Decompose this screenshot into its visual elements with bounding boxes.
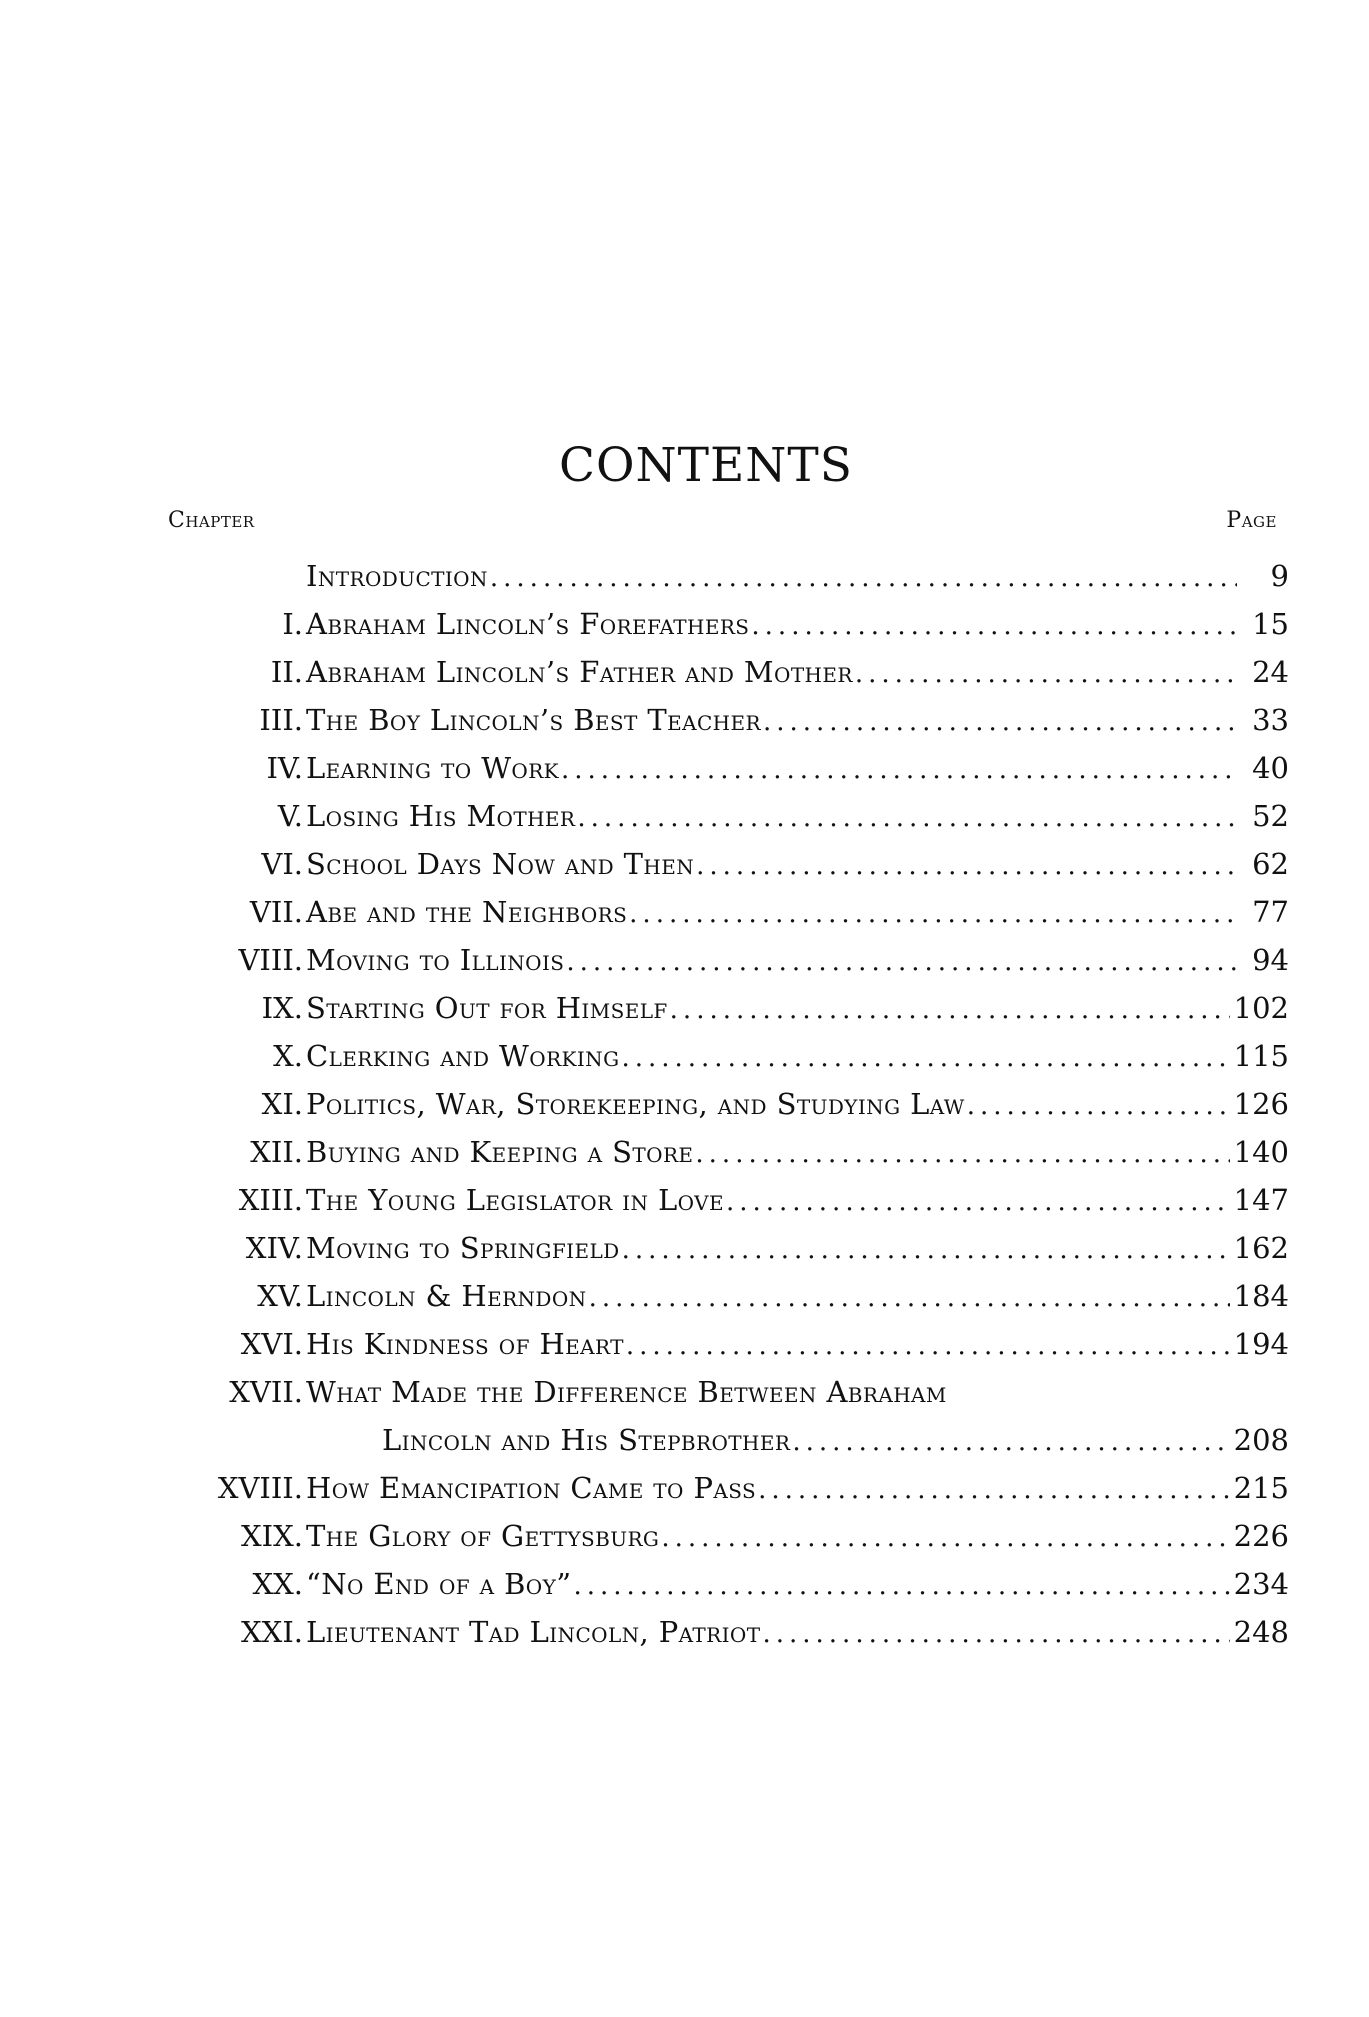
chapter-title: Moving to Springfield (306, 1231, 620, 1265)
page-number: 215 (1233, 1471, 1289, 1505)
chapter-numeral: XIV. (245, 1231, 303, 1265)
toc-entry (0, 648, 1369, 696)
chapter-numeral: XIII. (238, 1183, 303, 1217)
dot-leader (695, 1134, 1229, 1174)
dot-leader (855, 654, 1237, 694)
chapter-title: Lieutenant Tad Lincoln, Patriot (306, 1615, 761, 1649)
dot-leader (577, 798, 1237, 838)
chapter-title: Learning to Work (306, 751, 560, 785)
dot-leader (670, 990, 1230, 1030)
dot-leader (763, 702, 1237, 742)
dot-leader (792, 1422, 1229, 1462)
page-number: 194 (1233, 1327, 1289, 1361)
page-number: 162 (1233, 1231, 1289, 1265)
chapter-numeral: XVII. (229, 1375, 303, 1409)
toc-entry (0, 1608, 1369, 1656)
chapter-numeral: XXI. (241, 1615, 303, 1649)
page-column-header: Page (1226, 508, 1277, 533)
chapter-title: Moving to Illinois (306, 943, 565, 977)
page-number: 52 (1252, 799, 1289, 833)
dot-leader (573, 1566, 1229, 1606)
chapter-title: “No End of a Boy” (306, 1567, 572, 1601)
chapter-column-header: Chapter (168, 508, 255, 533)
page-number: 40 (1252, 751, 1289, 785)
page-number: 15 (1252, 607, 1289, 641)
page-number: 94 (1252, 943, 1289, 977)
page-number: 77 (1252, 895, 1289, 929)
page-number: 126 (1233, 1087, 1289, 1121)
toc-entry (0, 888, 1369, 936)
chapter-title: Abe and the Neighbors (306, 895, 628, 929)
table-of-contents (0, 552, 1369, 1656)
toc-entry (0, 1560, 1369, 1608)
toc-entry (0, 792, 1369, 840)
dot-leader (490, 558, 1237, 598)
dot-leader (751, 606, 1237, 646)
page-number: 147 (1233, 1183, 1289, 1217)
toc-entry (0, 1368, 1369, 1416)
chapter-title: The Boy Lincoln’s Best Teacher (306, 703, 761, 737)
toc-entry (0, 696, 1369, 744)
chapter-numeral: VI. (261, 847, 303, 881)
chapter-numeral: XI. (261, 1087, 303, 1121)
toc-entry (0, 1512, 1369, 1560)
chapter-numeral: III. (259, 703, 303, 737)
dot-leader (629, 894, 1237, 934)
page-number: 226 (1233, 1519, 1289, 1553)
toc-entry (0, 1224, 1369, 1272)
chapter-numeral: XV. (257, 1279, 303, 1313)
toc-entry (0, 1128, 1369, 1176)
chapter-numeral: I. (282, 607, 303, 641)
chapter-title: Starting Out for Himself (306, 991, 668, 1025)
chapter-title: The Young Legislator in Love (306, 1183, 724, 1217)
dot-leader (621, 1038, 1229, 1078)
dot-leader (566, 942, 1237, 982)
toc-entry (0, 984, 1369, 1032)
dot-leader (626, 1326, 1230, 1366)
toc-entry (0, 936, 1369, 984)
chapter-title: His Kindness of Heart (306, 1327, 624, 1361)
dot-leader (967, 1086, 1230, 1126)
toc-entry (0, 1080, 1369, 1128)
page-number: 62 (1252, 847, 1289, 881)
toc-entry (0, 1320, 1369, 1368)
toc-entry (0, 600, 1369, 648)
page-number: 33 (1252, 703, 1289, 737)
chapter-numeral: XVI. (240, 1327, 303, 1361)
dot-leader (726, 1182, 1230, 1222)
chapter-title: Lincoln & Herndon (306, 1279, 587, 1313)
toc-entry-continuation (0, 1416, 1369, 1464)
toc-entry (0, 840, 1369, 888)
page-number: 9 (1270, 559, 1289, 593)
chapter-title: Buying and Keeping a Store (306, 1135, 694, 1169)
chapter-numeral: IX. (261, 991, 303, 1025)
chapter-numeral: X. (273, 1039, 303, 1073)
page-number: 184 (1233, 1279, 1289, 1313)
chapter-title-continuation: Lincoln and His Stepbrother (382, 1423, 791, 1457)
chapter-numeral: XX. (252, 1567, 303, 1601)
dot-leader (758, 1470, 1230, 1510)
chapter-numeral: VII. (249, 895, 303, 929)
chapter-title: Politics, War, Storekeeping, and Studying Law (306, 1087, 965, 1121)
chapter-numeral: II. (270, 655, 303, 689)
dot-leader (762, 1614, 1229, 1654)
chapter-title: The Glory of Gettysburg (306, 1519, 660, 1553)
dot-leader (589, 1278, 1230, 1318)
page-number: 208 (1233, 1423, 1289, 1457)
page-number: 115 (1233, 1039, 1289, 1073)
toc-entry (0, 1176, 1369, 1224)
chapter-title: Losing His Mother (306, 799, 576, 833)
toc-entry (0, 1032, 1369, 1080)
toc-entry (0, 552, 1369, 600)
chapter-title: Clerking and Working (306, 1039, 620, 1073)
chapter-numeral: XII. (250, 1135, 303, 1169)
chapter-title: Introduction (306, 559, 488, 593)
chapter-numeral: XIX. (241, 1519, 303, 1553)
page-number: 248 (1233, 1615, 1289, 1649)
chapter-numeral: XVIII. (217, 1471, 303, 1505)
page-number: 234 (1233, 1567, 1289, 1601)
dot-leader (561, 750, 1237, 790)
chapter-title: What Made the Difference Between Abraham (306, 1375, 947, 1409)
page-title: CONTENTS (559, 438, 853, 493)
dot-leader (661, 1518, 1229, 1558)
chapter-numeral: IV. (266, 751, 303, 785)
chapter-title: School Days Now and Then (306, 847, 695, 881)
chapter-numeral: VIII. (238, 943, 303, 977)
dot-leader (696, 846, 1237, 886)
chapter-title: Abraham Lincoln’s Father and Mother (306, 655, 853, 689)
page-number: 24 (1252, 655, 1289, 689)
chapter-numeral: V. (277, 799, 303, 833)
chapter-title: How Emancipation Came to Pass (306, 1471, 757, 1505)
dot-leader (622, 1230, 1230, 1270)
toc-entry (0, 1464, 1369, 1512)
page-number: 102 (1233, 991, 1289, 1025)
toc-entry (0, 744, 1369, 792)
page-number: 140 (1233, 1135, 1289, 1169)
toc-entry (0, 1272, 1369, 1320)
chapter-title: Abraham Lincoln’s Forefathers (306, 607, 750, 641)
